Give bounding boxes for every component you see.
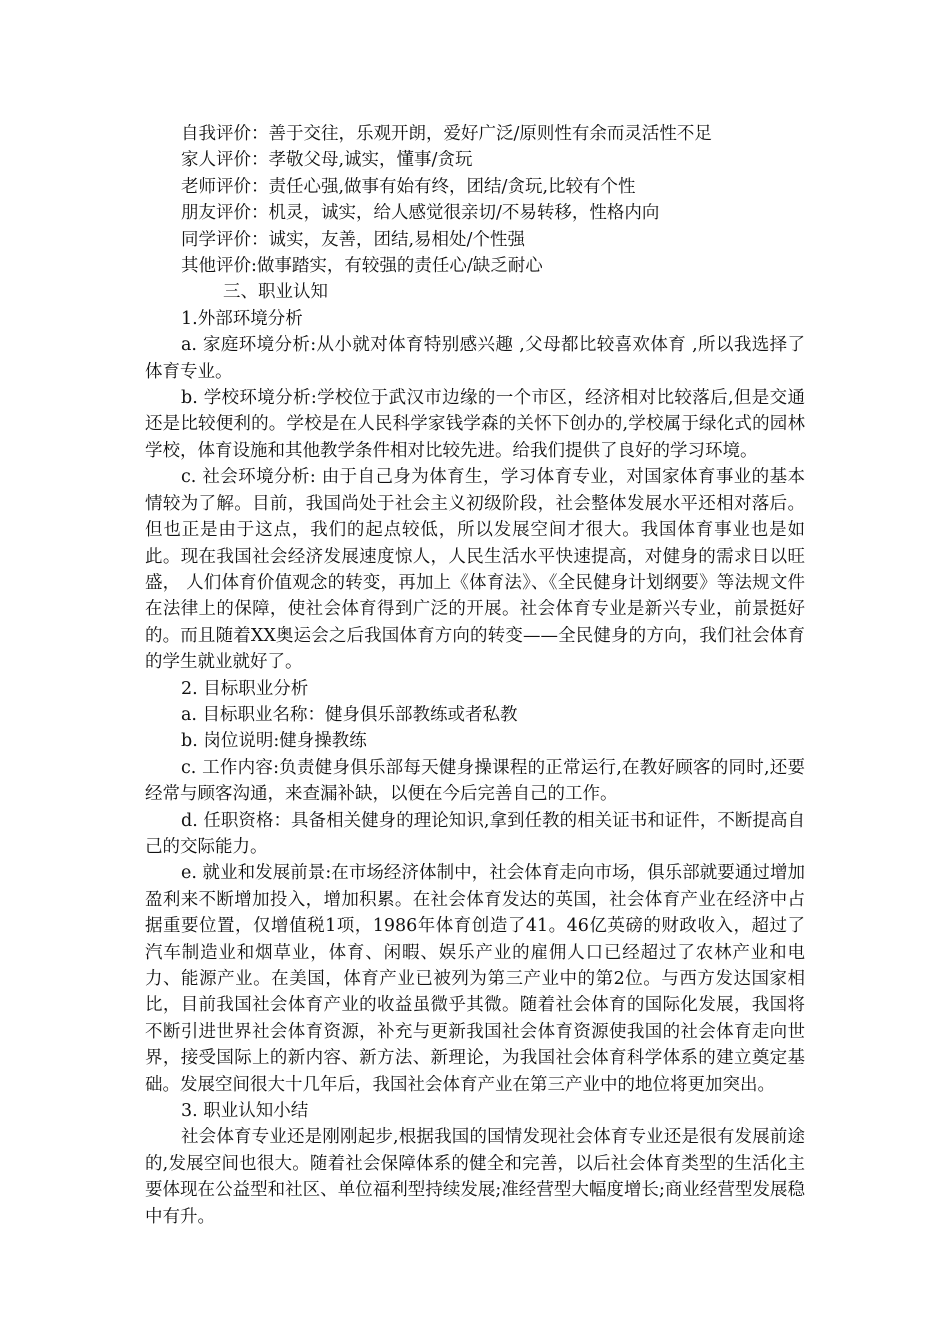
friend-evaluation: 朋友评价：机灵，诚实，给人感觉很亲切/不易转移，性格内向 bbox=[181, 203, 660, 224]
classmate-evaluation: 同学评价：诚实，友善，团结,易相处/个性强 bbox=[181, 229, 525, 250]
target-analysis-heading: 2. 目标职业分析 bbox=[181, 678, 309, 699]
document-page bbox=[145, 121, 805, 1230]
external-analysis-heading: 1.外部环境分析 bbox=[181, 308, 303, 329]
post-description: b. 岗位说明:健身操教练 bbox=[181, 731, 367, 752]
other-evaluation: 其他评价:做事踏实，有较强的责任心/缺乏耐心 bbox=[181, 256, 543, 277]
social-environment-paragraph: c. 社会环境分析: 由于自己身为体育生，学习体育专业，对国家体育事业的基本情较为了解。目前，我国尚处于社会主义初级阶段，社会整体发展水平还相对落后。但也正是由于这点，我们的起点较低，所以发展空间才很大。我国体育事业也是如此。现在我国社会经济发展速度惊人，人民生活水平快速提高，对健身的需求日以旺盛， 人们体育价值观念的转变，再加上《体育法》、《全民健身计划纲要》等法规文件在法律上的保障，使社会体育得到广泛的开展。社会体育专业是新兴专业，前景挺好的。而且随着XX奥运会之后我国体育方向的转变——全民健身的方向，我们社会体育的学生就业就好了。 bbox=[145, 467, 805, 673]
qualification-paragraph: d. 任职资格：具备相关健身的理论知识,拿到任教的相关证书和证件，不断提高自己的交际能力。 bbox=[145, 810, 805, 857]
section-title: 三、职业认知 bbox=[223, 282, 328, 303]
family-environment-paragraph: a. 家庭环境分析:从小就对体育特别感兴趣 ,父母都比较喜欢体育 ,所以我选择了体育专业。 bbox=[145, 335, 805, 382]
summary-paragraph: 社会体育专业还是刚刚起步,根据我国的国情发现社会体育专业还是很有发展前途的,发展空间也很大。随着社会保障体系的健全和完善，以后社会体育类型的生活化主要体现在公益型和社区、单位福利型持续发展;准经营型大幅度增长;商业经营型发展稳中有升。 bbox=[145, 1127, 805, 1227]
teacher-evaluation: 老师评价：责任心强,做事有始有终，团结/贪玩,比较有个性 bbox=[181, 176, 636, 197]
target-job-name: a. 目标职业名称：健身俱乐部教练或者私教 bbox=[181, 704, 518, 725]
work-content-paragraph: c. 工作内容:负责健身俱乐部每天健身操课程的正常运行,在教好顾客的同时,还要经常与顾客沟通，来查漏补缺，以便在今后完善自己的工作。 bbox=[145, 757, 805, 805]
school-environment-paragraph: b. 学校环境分析:学校位于武汉市边缘的一个市区，经济相对比较落后,但是交通还是比较便利的。学校是在人民科学家钱学森的关怀下创办的,学校属于绿化式的园林学校，体育设施和其他教学条件相对比较先进。给我们提供了良好的学习环境。 bbox=[145, 388, 805, 461]
prospect-paragraph: e. 就业和发展前景:在市场经济体制中，社会体育走向市场，俱乐部就要通过增加盈利来不断增加投入，增加积累。在社会体育发达的英国，社会体育产业在经济中占据重要位置，仅增值税1项，1986年体育创造了41。46亿英磅的财政收入，超过了汽车制造业和烟草业，体育、闲暇、娱乐产业的雇佣人口已经超过了农林产业和电力、能源产业。在美国，体育产业已被列为第三产业中的第2位。与西方发达国家相比，目前我国社会体育产业的收益虽微乎其微。随着社会体育的国际化发展，我国将不断引进世界社会体育资源，补充与更新我国社会体育资源使我国的社会体育走向世界，接受国际上的新内容、新方法、新理论，为我国社会体育科学体系的建立奠定基础。发展空间很大十几年后，我国社会体育产业在第三产业中的地位将更加突出。 bbox=[145, 863, 805, 1095]
self-evaluation: 自我评价：善于交往，乐观开朗，爱好广泛/原则性有余而灵活性不足 bbox=[181, 124, 712, 144]
family-evaluation: 家人评价：孝敬父母,诚实，懂事/贪玩 bbox=[181, 150, 473, 171]
summary-heading: 3. 职业认知小结 bbox=[181, 1101, 309, 1122]
